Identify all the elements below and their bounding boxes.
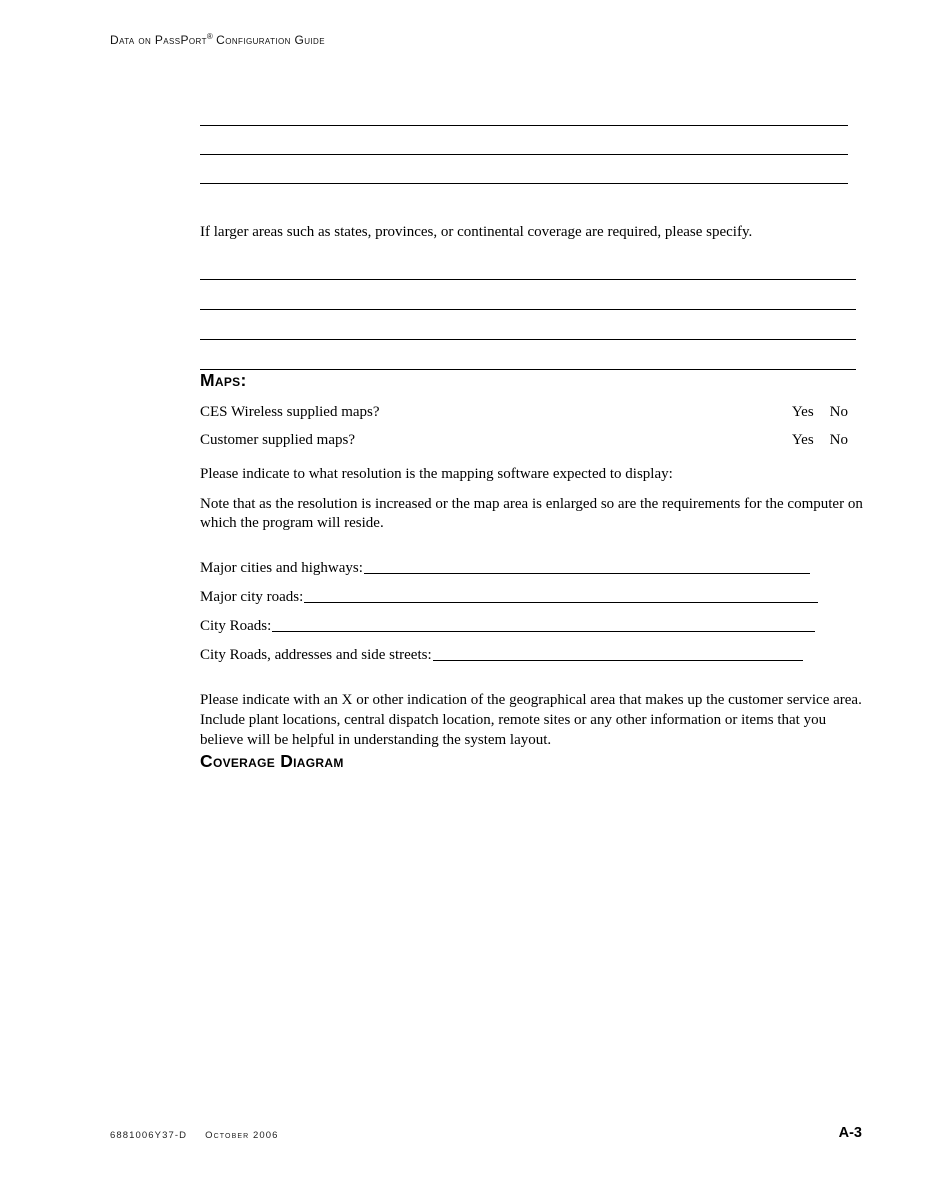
blank-write-line [200, 97, 848, 126]
resolution-prompt: Please indicate to what resolution is the mapping software expected to display: [200, 465, 673, 482]
blank-write-line [200, 126, 848, 155]
question-row-customer-supplied [200, 432, 848, 460]
fill-label: Major cities and highways: [200, 560, 363, 577]
option-no: No [829, 403, 848, 420]
resolution-note: Note that as the resolution is increased or the map area is enlarged so are the requirements for the computer on which the program will reside. [200, 495, 863, 532]
blank-write-line [200, 280, 856, 310]
header-title-rest: Configuration Guide [216, 33, 325, 47]
page-header [110, 32, 325, 47]
option-yes: Yes [791, 431, 814, 448]
question-options [792, 404, 848, 421]
coverage-diagram-heading: Coverage Diagram [200, 750, 344, 771]
option-no: No [829, 431, 848, 448]
question-label: Customer supplied maps? [200, 431, 355, 448]
fill-row-major-city-roads [200, 577, 818, 606]
fill-line [304, 602, 818, 603]
maps-heading: Maps: [200, 369, 247, 390]
fill-row-major-cities [200, 548, 810, 577]
blank-write-line [200, 310, 856, 340]
fill-label: City Roads, addresses and side streets: [200, 647, 432, 664]
fill-in-rows [200, 548, 868, 664]
fill-row-city-roads [200, 606, 815, 635]
fill-line [364, 573, 810, 574]
fill-label: City Roads: [200, 618, 272, 635]
page-content [200, 97, 868, 772]
option-yes: Yes [791, 403, 814, 420]
coverage-instructions: Please indicate with an X or other indication of the geographical area that makes up the customer service area. Include plant locations, central dispatch location, remote sites or any other information or items that you believe will be helpful in understanding the system layout. [200, 692, 862, 748]
blank-write-line [200, 340, 856, 370]
question-row-ces-wireless [200, 404, 848, 432]
question-label: CES Wireless supplied maps? [200, 403, 380, 420]
registered-trademark-symbol: ® [206, 32, 214, 41]
fill-line [272, 631, 815, 632]
fill-label: Major city roads: [200, 589, 304, 606]
prompt-larger-areas: If larger areas such as states, provinces, or continental coverage are required, please specify. [200, 224, 753, 240]
footer-doc-number: 6881006Y37-D [110, 1130, 188, 1141]
blank-write-line [200, 250, 856, 280]
footer-page-number: A-3 [838, 1125, 862, 1141]
footer-left [110, 1130, 279, 1141]
blank-write-line [200, 155, 848, 184]
fill-line [433, 660, 803, 661]
question-options [792, 432, 848, 449]
header-title-main: Data on PassPort [110, 33, 207, 47]
fill-row-city-roads-addresses [200, 635, 803, 664]
footer-date: October 2006 [205, 1130, 279, 1141]
